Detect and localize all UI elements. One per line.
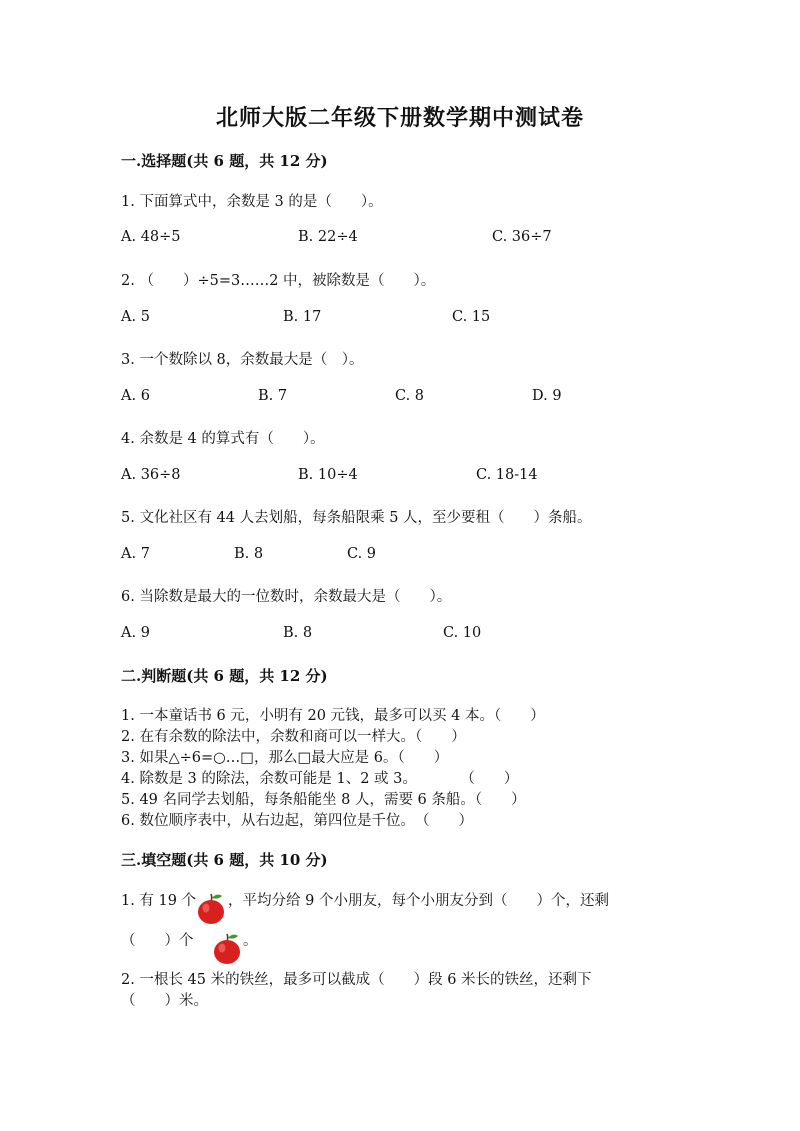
apple-icon [211, 931, 243, 969]
question-text: 6. 当除数是最大的一位数时，余数最大是（ ）。 [121, 589, 452, 605]
question-text: 1. 下面算式中，余数是 3 的是（ ）。 [121, 194, 383, 210]
question-text: 4. 余数是 4 的算式有（ ）。 [121, 431, 325, 447]
option: A. 48÷5 [121, 229, 181, 245]
statement: 3. 如果△÷6=○…□，那么□最大应是 6。（ ） [121, 750, 449, 766]
question-text: 5. 文化社区有 44 人去划船，每条船限乘 5 人，至少要租（ ）条船。 [121, 510, 592, 526]
section-heading-choice: 一.选择题(共 6 题，共 12 分) [121, 152, 328, 170]
fill-question-1-end: （ ）个 [121, 933, 194, 949]
section-heading-true-false: 二.判断题(共 6 题，共 12 分) [121, 667, 328, 685]
option: A. 9 [121, 625, 150, 641]
question-text: 2. （ ）÷5=3……2 中，被除数是（ ）。 [121, 273, 436, 289]
fill-question-2-line1: 2. 一根长 45 米的铁丝，最多可以截成（ ）段 6 米长的铁丝，还剩下 [121, 972, 592, 988]
statement: 2. 在有余数的除法中，余数和商可以一样大。（ ） [121, 729, 466, 745]
fill-question-2-line2: （ ）米。 [121, 993, 208, 1009]
page-title: 北师大版二年级下册数学期中测试卷 [215, 105, 584, 131]
apple-icon [195, 891, 227, 929]
option: B. 22÷4 [298, 229, 358, 245]
option: C. 15 [452, 309, 491, 325]
option: D. 9 [532, 388, 562, 404]
option: C. 36÷7 [492, 229, 552, 245]
question-text: 3. 一个数除以 8，余数最大是（ ）。 [121, 352, 364, 368]
option: C. 18-14 [476, 467, 538, 483]
option: C. 10 [443, 625, 482, 641]
statement: 5. 49 名同学去划船，每条船能坐 8 人，需要 6 条船。（ ） [121, 792, 526, 808]
statement: 6. 数位顺序表中，从右边起，第四位是千位。 （ ） [121, 813, 473, 829]
fill-question-1-period: 。 [243, 933, 258, 949]
option: B. 10÷4 [298, 467, 358, 483]
option: B. 8 [283, 625, 313, 641]
option: A. 5 [121, 309, 150, 325]
fill-question-1-start: 1. 有 19 个 [121, 893, 197, 909]
statement: 1. 一本童话书 6 元，小明有 20 元钱，最多可以买 4 本。（ ） [121, 708, 545, 724]
option: B. 17 [283, 309, 322, 325]
option: A. 36÷8 [121, 467, 181, 483]
option: B. 7 [258, 388, 288, 404]
section-heading-fill-in: 三.填空题(共 6 题，共 10 分) [121, 851, 328, 869]
option: A. 6 [121, 388, 150, 404]
fill-question-1-middle: ，平均分给 9 个小朋友，每个小朋友分到（ ）个，还剩 [228, 893, 609, 909]
option: B. 8 [234, 546, 264, 562]
option: A. 7 [121, 546, 150, 562]
statement: 4. 除数是 3 的除法，余数可能是 1、2 或 3。 （ ） [121, 771, 519, 787]
option: C. 8 [395, 388, 425, 404]
option: C. 9 [347, 546, 377, 562]
